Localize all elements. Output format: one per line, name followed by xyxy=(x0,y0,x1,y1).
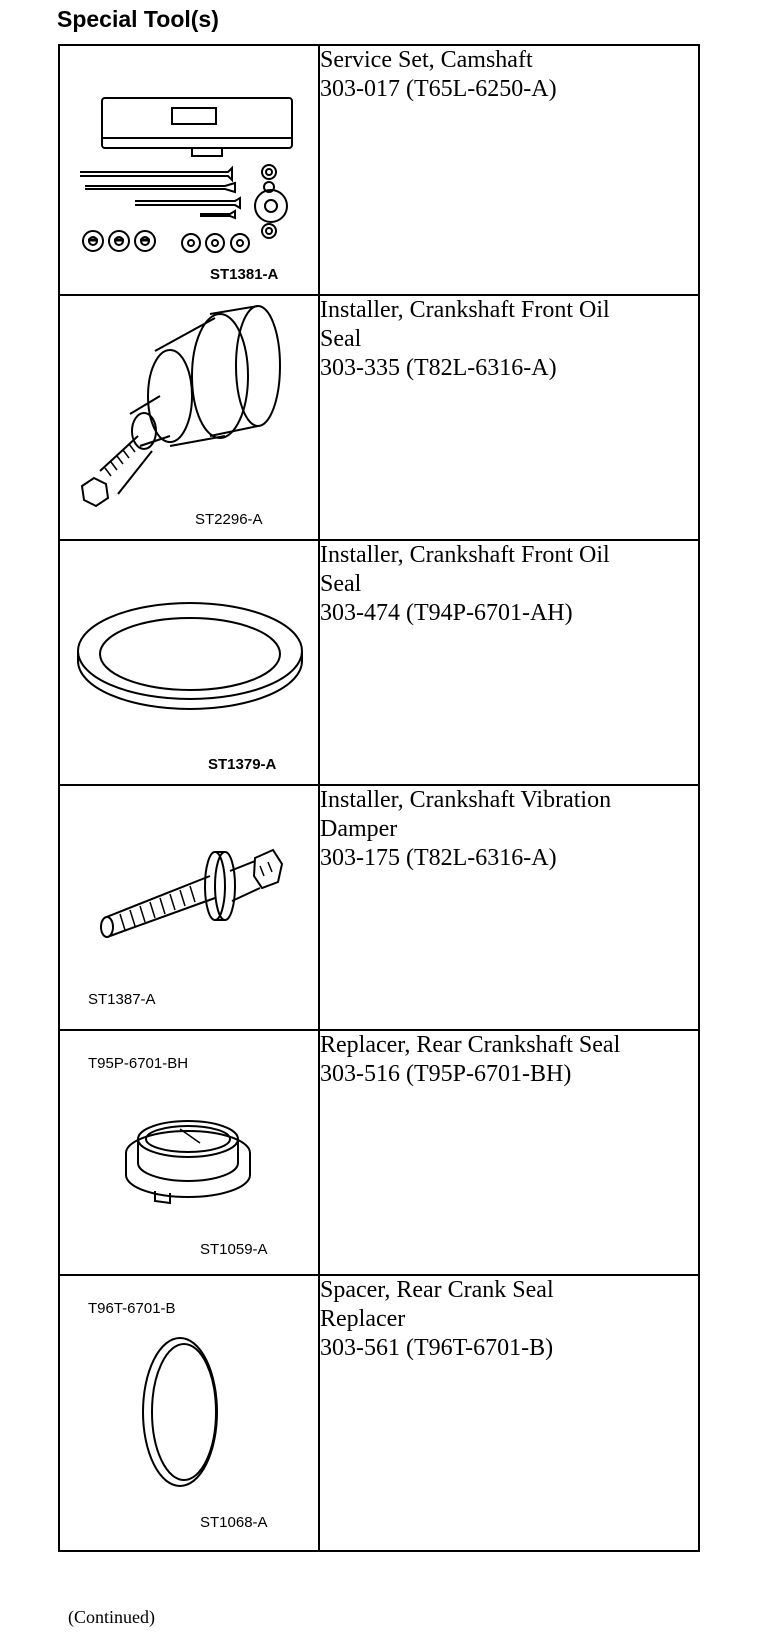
tool-description xyxy=(319,1275,699,1551)
tool-image-cell xyxy=(59,1030,319,1275)
continued-note: (Continued) xyxy=(68,1607,155,1627)
table-row xyxy=(59,1030,699,1275)
tool-description xyxy=(319,1030,699,1275)
tool-number: 303-516 (T95P-6701-BH) xyxy=(320,1061,572,1087)
tool-name: Spacer, Rear Crank Seal xyxy=(320,1277,554,1303)
part-number-label: T96T-6701-B xyxy=(88,1300,176,1317)
table-row xyxy=(59,45,699,295)
table-row xyxy=(59,540,699,785)
tool-image-cell xyxy=(59,1275,319,1551)
tool-image-cell xyxy=(59,45,319,295)
tool-name-cont: Damper xyxy=(320,816,398,842)
tool-image-cell xyxy=(59,785,319,1030)
table-row xyxy=(59,1275,699,1551)
tool-description xyxy=(319,785,699,1030)
tool-image-code: ST1381-A xyxy=(210,266,279,283)
seal-replacer-icon xyxy=(60,1031,318,1276)
seal-ring-icon xyxy=(60,541,318,786)
tool-image-cell xyxy=(59,295,319,540)
tool-image-cell xyxy=(59,540,319,785)
tool-name: Installer, Crankshaft Vibration xyxy=(320,787,612,813)
tool-name: Installer, Crankshaft Front Oil xyxy=(320,297,610,323)
tool-name-cont: Seal xyxy=(320,571,362,597)
table-row xyxy=(59,785,699,1030)
tool-name: Service Set, Camshaft xyxy=(320,47,533,73)
tool-image-code: ST1068-A xyxy=(200,1514,268,1531)
tool-number: 303-335 (T82L-6316-A) xyxy=(320,355,557,381)
table-row xyxy=(59,295,699,540)
tool-description xyxy=(319,45,699,295)
tool-description xyxy=(319,540,699,785)
tool-number: 303-474 (T94P-6701-AH) xyxy=(320,600,573,626)
part-number-label: T95P-6701-BH xyxy=(88,1055,189,1072)
tool-number: 303-175 (T82L-6316-A) xyxy=(320,845,557,871)
tool-number: 303-017 (T65L-6250-A) xyxy=(320,76,557,102)
page-heading: Special Tool(s) xyxy=(57,6,219,32)
tool-image-code: ST2296-A xyxy=(195,511,263,528)
tool-name-cont: Seal xyxy=(320,326,362,352)
tool-image-code: ST1059-A xyxy=(200,1241,268,1258)
special-tools-table xyxy=(58,44,700,1552)
tool-image-code: ST1379-A xyxy=(208,756,277,773)
seal-installer-icon xyxy=(60,296,318,541)
tool-number: 303-561 (T96T-6701-B) xyxy=(320,1335,554,1361)
tool-name: Replacer, Rear Crankshaft Seal xyxy=(320,1032,621,1058)
camshaft-service-set-icon xyxy=(60,46,318,296)
tool-name: Installer, Crankshaft Front Oil xyxy=(320,542,610,568)
spacer-ring-icon xyxy=(60,1276,318,1552)
tool-image-code: ST1387-A xyxy=(88,991,156,1008)
tool-description xyxy=(319,295,699,540)
tool-name-cont: Replacer xyxy=(320,1306,406,1332)
